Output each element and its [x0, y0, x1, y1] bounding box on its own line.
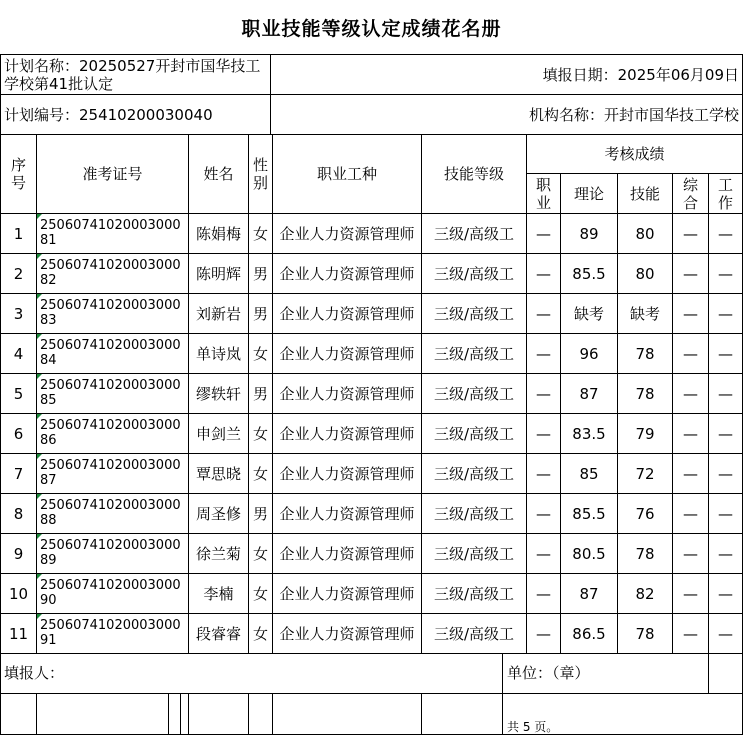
row-score-work: — — [718, 224, 733, 243]
row-seq: 5 — [13, 384, 24, 403]
row-score-professional: — — [536, 344, 551, 363]
row-name: 段睿睿 — [195, 625, 241, 643]
row-exam-no: 2506074102000300082 — [40, 258, 181, 288]
cell-marker-icon — [37, 574, 42, 579]
header-comprehensive: 综合 — [682, 175, 698, 212]
document-title: 职业技能等级认定成绩花名册 — [241, 17, 502, 40]
row-name: 李楠 — [203, 585, 234, 603]
row-score-theory: 80.5 — [572, 544, 606, 563]
row-score-comprehensive: — — [683, 584, 698, 603]
header-work: 工作 — [717, 175, 733, 212]
header-job: 职业工种 — [316, 165, 377, 183]
row-score-comprehensive: — — [683, 504, 698, 523]
row-exam-no: 2506074102000300089 — [40, 538, 181, 568]
row-seq: 10 — [8, 584, 29, 603]
row-score-skill: 缺考 — [629, 305, 660, 323]
grid-line — [502, 653, 503, 694]
row-score-professional: — — [536, 584, 551, 603]
row-seq: 7 — [13, 464, 24, 483]
row-score-skill: 78 — [635, 344, 655, 363]
row-level: 三级/高级工 — [433, 345, 515, 363]
row-exam-no: 2506074102000300086 — [40, 418, 181, 448]
row-job: 企业人力资源管理师 — [279, 345, 415, 363]
row-score-professional: — — [536, 424, 551, 443]
row-score-professional: — — [536, 504, 551, 523]
row-gender: 女 — [252, 345, 268, 363]
cell-marker-icon — [37, 254, 42, 259]
row-name: 申剑兰 — [195, 425, 241, 443]
row-score-work: — — [718, 264, 733, 283]
row-job: 企业人力资源管理师 — [279, 505, 415, 523]
row-score-skill: 80 — [635, 224, 655, 243]
row-score-skill: 79 — [635, 424, 655, 443]
row-score-work: — — [718, 424, 733, 443]
row-score-skill: 82 — [635, 584, 655, 603]
row-name: 单诗岚 — [195, 345, 241, 363]
grid-line — [502, 693, 503, 735]
row-exam-no: 2506074102000300087 — [40, 458, 181, 488]
cell-marker-icon — [37, 614, 42, 619]
grid-line — [708, 653, 709, 694]
plan-code: 计划编号：25410200030040 — [4, 106, 213, 124]
row-level: 三级/高级工 — [433, 545, 515, 563]
row-gender: 男 — [252, 305, 268, 323]
row-score-work: — — [718, 304, 733, 323]
row-score-theory: 87 — [579, 384, 599, 403]
row-score-theory: 96 — [579, 344, 599, 363]
row-exam-no: 2506074102000300088 — [40, 498, 181, 528]
row-name: 陈娟梅 — [195, 225, 241, 243]
row-score-theory: 83.5 — [572, 424, 606, 443]
row-job: 企业人力资源管理师 — [279, 305, 415, 323]
unit-seal-label: 单位：（章） — [507, 664, 590, 682]
cell-marker-icon — [37, 414, 42, 419]
header-theory: 理论 — [573, 184, 604, 203]
row-score-professional: — — [536, 624, 551, 643]
row-level: 三级/高级工 — [433, 385, 515, 403]
row-score-work: — — [718, 584, 733, 603]
cell-marker-icon — [37, 334, 42, 339]
row-score-comprehensive: — — [683, 384, 698, 403]
cell-marker-icon — [37, 454, 42, 459]
row-exam-no: 2506074102000300083 — [40, 298, 181, 328]
row-gender: 女 — [252, 585, 268, 603]
row-level: 三级/高级工 — [433, 305, 515, 323]
plan-name: 计划名称：20250527开封市国华技工学校第41批认定 — [4, 57, 261, 93]
row-job: 企业人力资源管理师 — [279, 625, 415, 643]
header-skill: 技能 — [629, 184, 660, 203]
row-seq: 2 — [13, 264, 24, 283]
cell-marker-icon — [37, 374, 42, 379]
row-score-comprehensive: — — [683, 544, 698, 563]
row-level: 三级/高级工 — [433, 585, 515, 603]
row-score-theory: 89 — [579, 224, 599, 243]
row-gender: 女 — [252, 425, 268, 443]
row-score-work: — — [718, 384, 733, 403]
org-name: 机构名称：开封市国华技工学校 — [528, 106, 739, 124]
cell-marker-icon — [37, 214, 42, 219]
row-score-comprehensive: — — [683, 464, 698, 483]
row-seq: 4 — [13, 344, 24, 363]
row-score-work: — — [718, 344, 733, 363]
row-score-work: — — [718, 624, 733, 643]
grid-line — [36, 693, 37, 735]
row-score-skill: 78 — [635, 624, 655, 643]
header-exam-no: 准考证号 — [82, 165, 143, 183]
row-job: 企业人力资源管理师 — [279, 465, 415, 483]
row-exam-no: 2506074102000300084 — [40, 338, 181, 368]
header-gender: 性别 — [253, 156, 269, 192]
row-score-comprehensive: — — [683, 264, 698, 283]
row-score-theory: 85.5 — [572, 504, 606, 523]
row-name: 缪轶轩 — [195, 385, 241, 403]
row-name: 徐兰菊 — [195, 545, 241, 563]
grid-line — [0, 653, 743, 654]
row-seq: 9 — [13, 544, 24, 563]
row-score-professional: — — [536, 264, 551, 283]
row-seq: 6 — [13, 424, 24, 443]
row-exam-no: 2506074102000300091 — [40, 618, 181, 648]
row-score-skill: 80 — [635, 264, 655, 283]
row-job: 企业人力资源管理师 — [279, 265, 415, 283]
header-name: 姓名 — [203, 165, 234, 183]
row-seq: 1 — [13, 224, 24, 243]
grid-line — [0, 54, 743, 55]
row-score-professional: — — [536, 304, 551, 323]
row-gender: 男 — [252, 385, 268, 403]
fill-date: 填报日期：2025年06月09日 — [542, 66, 739, 84]
row-job: 企业人力资源管理师 — [279, 425, 415, 443]
row-score-theory: 87 — [579, 584, 599, 603]
row-score-comprehensive: — — [683, 424, 698, 443]
row-name: 周圣修 — [195, 505, 241, 523]
row-score-professional: — — [536, 384, 551, 403]
cell-marker-icon — [37, 494, 42, 499]
grid-line — [248, 693, 249, 735]
header-professional: 职业 — [535, 175, 551, 212]
header-scores: 考核成绩 — [604, 145, 665, 163]
row-level: 三级/高级工 — [433, 225, 515, 243]
grid-line — [421, 693, 422, 735]
grid-line — [188, 693, 189, 735]
row-level: 三级/高级工 — [433, 625, 515, 643]
row-score-skill: 72 — [635, 464, 655, 483]
row-level: 三级/高级工 — [433, 425, 515, 443]
row-level: 三级/高级工 — [433, 265, 515, 283]
row-job: 企业人力资源管理师 — [279, 585, 415, 603]
row-exam-no: 2506074102000300085 — [40, 378, 181, 408]
row-score-work: — — [718, 464, 733, 483]
header-seq: 序号 — [10, 156, 26, 192]
row-score-theory: 86.5 — [572, 624, 606, 643]
grid-line — [168, 693, 169, 735]
page-count: 共 5 页。 — [507, 720, 559, 734]
row-exam-no: 2506074102000300090 — [40, 578, 181, 608]
row-seq: 11 — [8, 624, 29, 643]
row-name: 刘新岩 — [195, 305, 241, 323]
row-score-skill: 78 — [635, 544, 655, 563]
row-score-comprehensive: — — [683, 624, 698, 643]
row-gender: 男 — [252, 505, 268, 523]
row-score-professional: — — [536, 464, 551, 483]
row-level: 三级/高级工 — [433, 465, 515, 483]
grid-line — [0, 693, 743, 694]
row-score-comprehensive: — — [683, 304, 698, 323]
row-gender: 女 — [252, 465, 268, 483]
row-exam-no: 2506074102000300081 — [40, 218, 181, 248]
row-name: 覃思晓 — [195, 465, 241, 483]
row-score-theory: 85 — [579, 464, 599, 483]
row-score-comprehensive: — — [683, 224, 698, 243]
row-score-theory: 缺考 — [573, 305, 604, 323]
row-job: 企业人力资源管理师 — [279, 225, 415, 243]
row-gender: 女 — [252, 545, 268, 563]
header-level: 技能等级 — [443, 165, 504, 183]
grid-line — [270, 54, 271, 135]
row-seq: 8 — [13, 504, 24, 523]
row-score-skill: 78 — [635, 384, 655, 403]
row-job: 企业人力资源管理师 — [279, 545, 415, 563]
row-job: 企业人力资源管理师 — [279, 385, 415, 403]
cell-marker-icon — [37, 294, 42, 299]
row-gender: 女 — [252, 625, 268, 643]
reporter-label: 填报人： — [4, 664, 65, 682]
row-score-comprehensive: — — [683, 344, 698, 363]
row-score-skill: 76 — [635, 504, 655, 523]
cell-marker-icon — [37, 534, 42, 539]
row-score-professional: — — [536, 544, 551, 563]
row-seq: 3 — [13, 304, 24, 323]
row-score-work: — — [718, 544, 733, 563]
grid-line — [180, 693, 181, 735]
grid-line — [0, 94, 743, 95]
row-score-professional: — — [536, 224, 551, 243]
row-score-theory: 85.5 — [572, 264, 606, 283]
row-level: 三级/高级工 — [433, 505, 515, 523]
row-score-work: — — [718, 504, 733, 523]
row-gender: 男 — [252, 265, 268, 283]
row-gender: 女 — [252, 225, 268, 243]
grid-line — [272, 693, 273, 735]
row-name: 陈明辉 — [195, 265, 241, 283]
